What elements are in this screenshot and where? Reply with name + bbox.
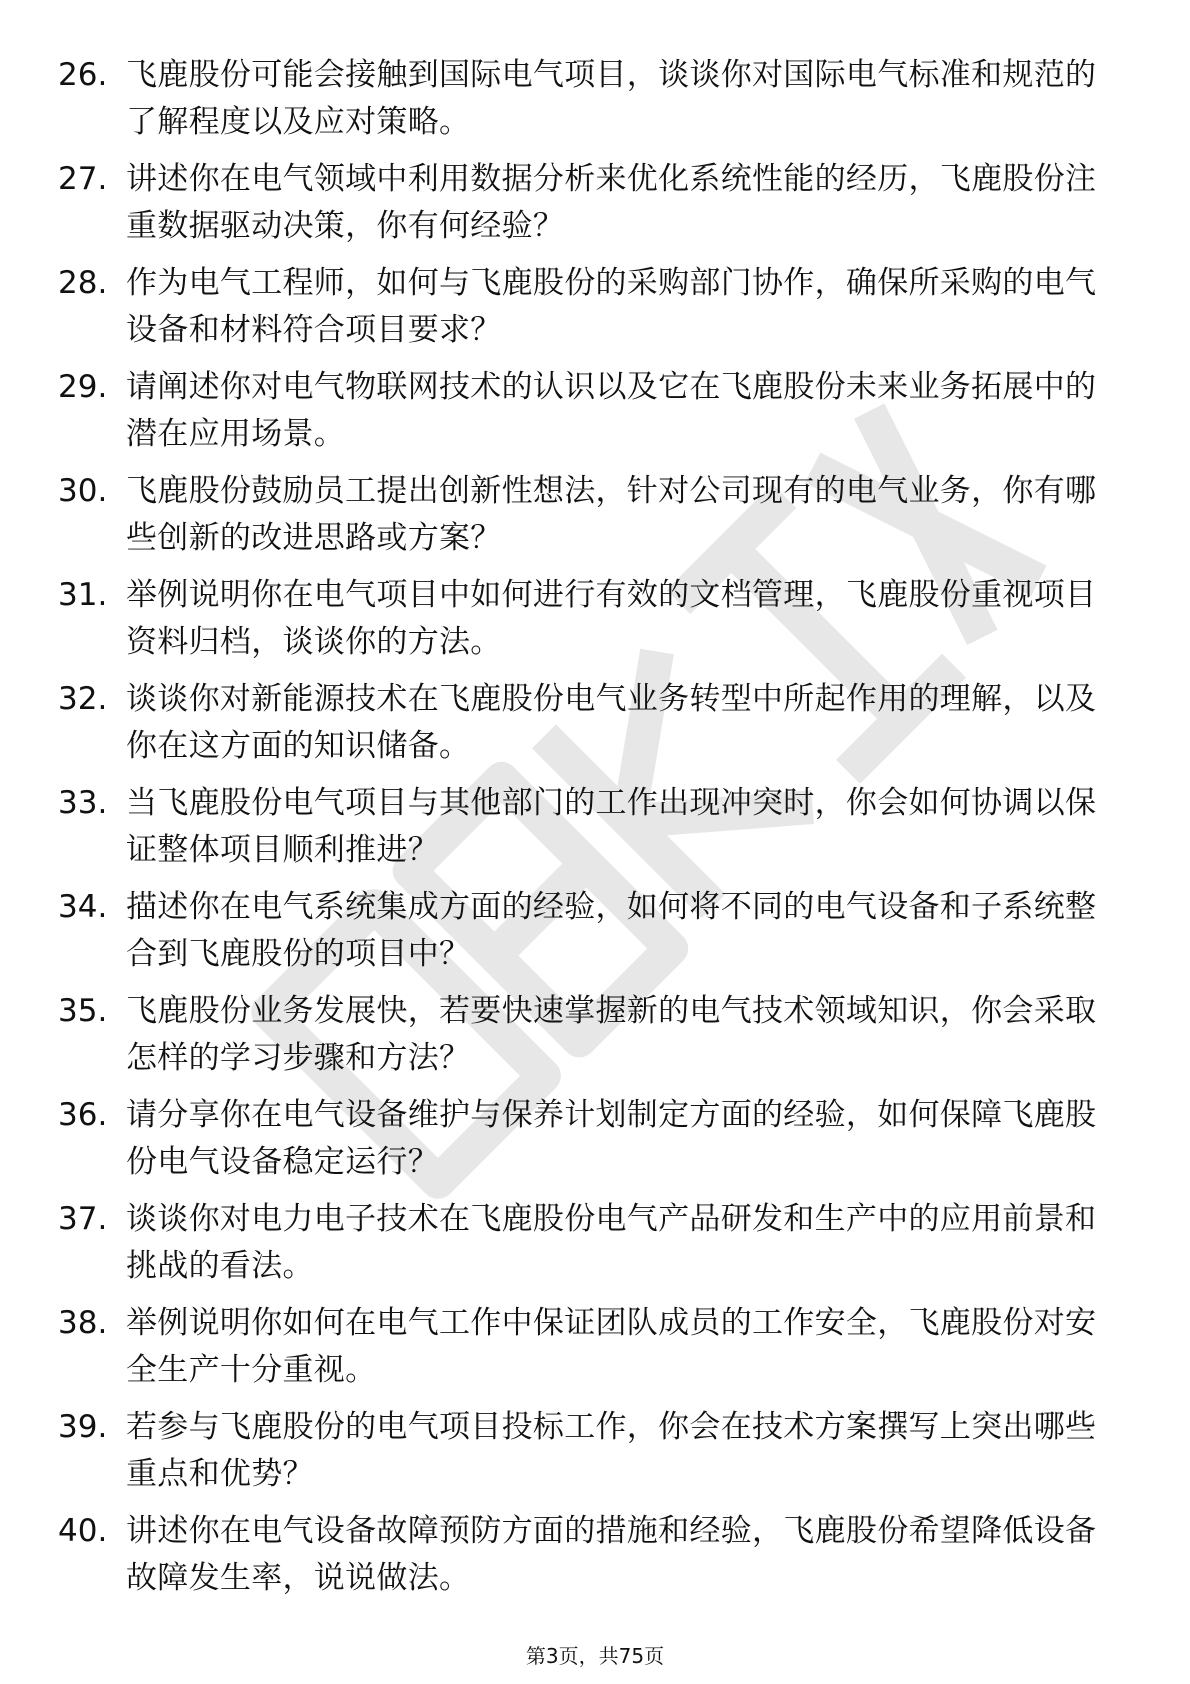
question-number: 27. (58, 161, 108, 197)
question-text: 讲述你在电气领域中利用数据分析来优化系统性能的经历，飞鹿股份注重数据驱动决策，你有何经验？ (126, 161, 1097, 244)
question-number: 32. (58, 681, 108, 717)
question-text: 谈谈你对新能源技术在飞鹿股份电气业务转型中所起作用的理解，以及你在这方面的知识储备。 (126, 681, 1097, 764)
question-text: 飞鹿股份业务发展快，若要快速掌握新的电气技术领域知识，你会采取怎样的学习步骤和方法？ (126, 993, 1097, 1076)
question-item (58, 364, 1118, 468)
question-item (58, 52, 1118, 156)
question-number: 28. (58, 265, 108, 301)
question-item (58, 1404, 1118, 1508)
question-number: 35. (58, 993, 108, 1029)
question-number: 30. (58, 473, 108, 509)
question-number: 38. (58, 1305, 108, 1341)
page-footer: 第3页，共75页 (525, 1644, 665, 1668)
question-number: 31. (58, 577, 108, 613)
question-item (58, 572, 1118, 676)
question-text: 作为电气工程师，如何与飞鹿股份的采购部门协作，确保所采购的电气设备和材料符合项目要求？ (126, 265, 1097, 348)
question-text: 飞鹿股份可能会接触到国际电气项目，谈谈你对国际电气标准和规范的了解程度以及应对策略。 (126, 57, 1097, 140)
question-text: 若参与飞鹿股份的电气项目投标工作，你会在技术方案撰写上突出哪些重点和优势？ (126, 1409, 1097, 1492)
question-number: 26. (58, 57, 108, 93)
question-item (58, 468, 1118, 572)
question-item (58, 884, 1118, 988)
question-number: 40. (58, 1513, 108, 1549)
question-item (58, 988, 1118, 1092)
question-item (58, 260, 1118, 364)
question-text: 请阐述你对电气物联网技术的认识以及它在飞鹿股份未来业务拓展中的潜在应用场景。 (126, 369, 1097, 452)
question-text: 飞鹿股份鼓励员工提出创新性想法，针对公司现有的电气业务，你有哪些创新的改进思路或方案？ (126, 473, 1097, 556)
question-item (58, 780, 1118, 884)
question-text: 举例说明你如何在电气工作中保证团队成员的工作安全，飞鹿股份对安全生产十分重视。 (126, 1305, 1097, 1388)
question-number: 34. (58, 889, 108, 925)
question-item (58, 1196, 1118, 1300)
question-text: 请分享你在电气设备维护与保养计划制定方面的经验，如何保障飞鹿股份电气设备稳定运行？ (126, 1097, 1097, 1180)
question-number: 33. (58, 785, 108, 821)
question-text: 举例说明你在电气项目中如何进行有效的文档管理，飞鹿股份重视项目资料归档，谈谈你的方法。 (126, 577, 1097, 660)
question-item (58, 1092, 1118, 1196)
question-number: 36. (58, 1097, 108, 1133)
question-text: 描述你在电气系统集成方面的经验，如何将不同的电气设备和子系统整合到飞鹿股份的项目中？ (126, 889, 1097, 972)
question-text: 讲述你在电气设备故障预防方面的措施和经验，飞鹿股份希望降低设备故障发生率，说说做法。 (126, 1513, 1097, 1596)
question-number: 37. (58, 1201, 108, 1237)
question-item (58, 1508, 1118, 1612)
question-item (58, 1300, 1118, 1404)
question-text: 当飞鹿股份电气项目与其他部门的工作出现冲突时，你会如何协调以保证整体项目顺利推进？ (126, 785, 1097, 868)
question-number: 29. (58, 369, 108, 405)
question-item (58, 676, 1118, 780)
question-item (58, 156, 1118, 260)
question-list (58, 52, 1118, 1612)
question-number: 39. (58, 1409, 108, 1445)
question-text: 谈谈你对电力电子技术在飞鹿股份电气产品研发和生产中的应用前景和挑战的看法。 (126, 1201, 1097, 1284)
